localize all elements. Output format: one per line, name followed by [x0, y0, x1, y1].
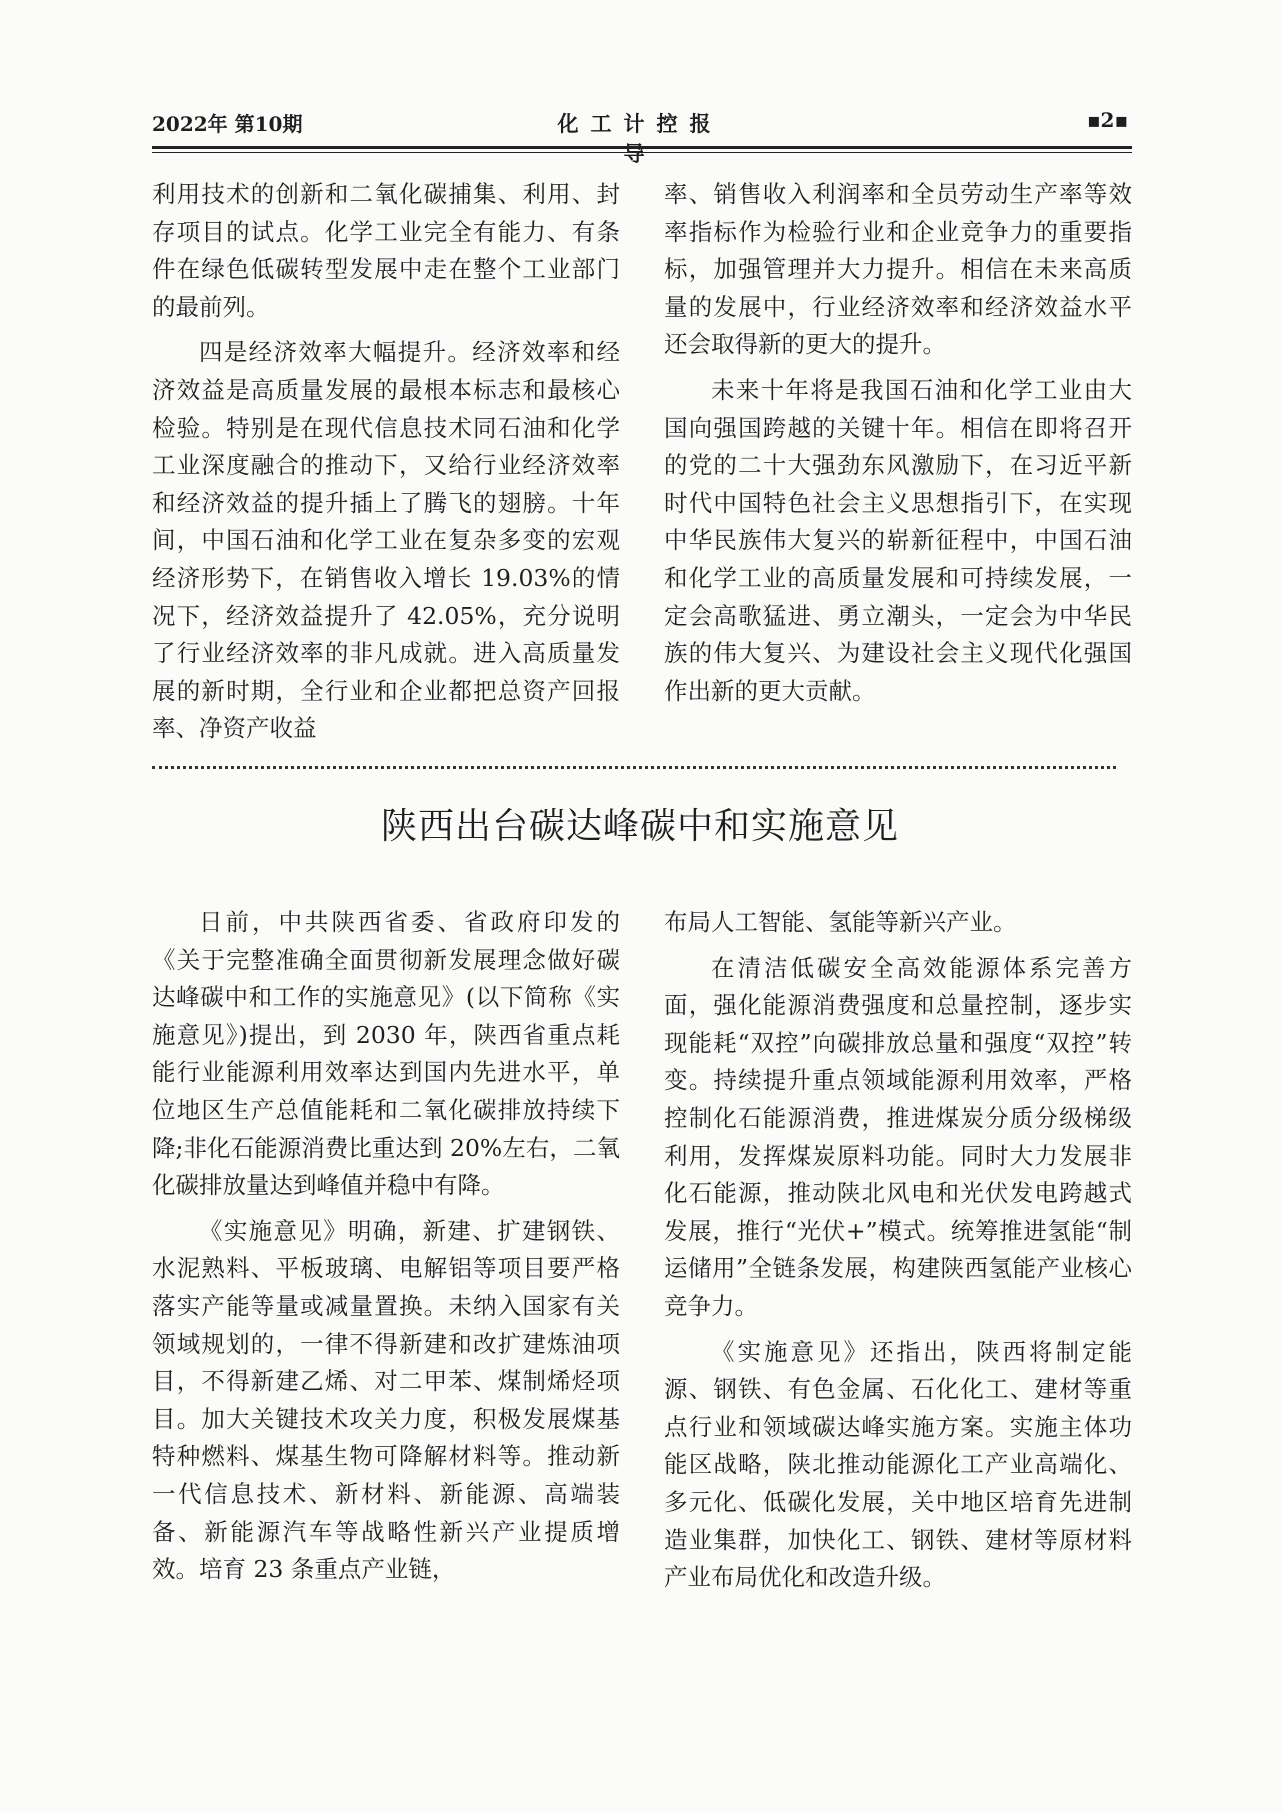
article-right-column — [664, 904, 1132, 1597]
paragraph: 四是经济效率大幅提升。经济效率和经济效益是高质量发展的最根本标志和最核心检验。特别是在现代信息技术同石油和化学工业深度融合的推动下，又给行业经济效率和经济效益的提升插上了腾飞的翅膀。十年间，中国石油和化学工业在复杂多变的宏观经济形势下，在销售收入增长 19.03%的情况下，经济效益提升了 42.05%，充分说明了行业经济效率的非凡成就。进入高质量发展的新时期，全行业和企业都把总资产回报率、净资产收益 — [152, 338, 620, 743]
paragraph: 《实施意见》还指出，陕西将制定能源、钢铁、有色金属、石化化工、建材等重点行业和领域碳达峰实施方案。实施主体功能区战略，陕北推动能源化工产业高端化、多元化、低碳化发展，关中地区培育先进制造业集群，加快化工、钢铁、建材等原材料产业布局优化和改造升级。 — [664, 1337, 1132, 1592]
paragraph: 在清洁低碳安全高效能源体系完善方面，强化能源消费强度和总量控制，逐步实现能耗“双控”向碳排放总量和强度“双控”转变。持续提升重点领域能源利用效率，严格控制化石能源消费，推进煤炭分质分级梯级利用，发挥煤炭原料功能。同时大力发展非化石能源，推动陕北风电和光伏发电跨越式发展，推行“光伏+”模式。统筹推进氢能“制运储用”全链条发展，构建陕西氢能产业核心竞争力。 — [664, 953, 1132, 1320]
prev-article-left-column — [152, 176, 620, 748]
article-title: 陕西出台碳达峰碳中和实施意见 — [380, 806, 899, 847]
paragraph: 《实施意见》明确，新建、扩建钢铁、水泥熟料、平板玻璃、电解铝等项目要严格落实产能等量或减量置换。未纳入国家有关领域规划的，一律不得新建和改扩建炼油项目，不得新建乙烯、对二甲苯、煤制烯烃项目。加大关键技术攻关力度，积极发展煤基特种燃料、煤基生物可降解材料等。推动新一代信息技术、新材料、新能源、高端装备、新能源汽车等战略性新兴产业提质增效。培育 23 条重点产业链， — [152, 1216, 620, 1584]
issue-label: 2022年 第10期 — [152, 112, 303, 136]
article-left-column — [152, 904, 620, 1589]
prev-article-right-column — [664, 176, 1132, 710]
section-divider — [152, 766, 1116, 769]
header-rule-thin — [152, 152, 1132, 153]
journal-name: 化工计控报导 — [557, 111, 723, 166]
paragraph: 未来十年将是我国石油和化学工业由大国向强国跨越的关键十年。相信在即将召开的党的二十大强劲东风激励下，在习近平新时代中国特色社会主义思想指引下，在实现中华民族伟大复兴的崭新征程中，中国石油和化学工业的高质量发展和可持续发展，一定会高歌猛进、勇立潮头，一定会为中华民族的伟大复兴、为建设社会主义现代化强国作出新的更大贡献。 — [664, 375, 1132, 705]
header-rule — [152, 146, 1132, 149]
page-number: ▪2▪ — [1086, 108, 1128, 132]
paragraph: 日前，中共陕西省委、省政府印发的《关于完整准确全面贯彻新发展理念做好碳达峰碳中和工作的实施意见》(以下简称《实施意见》)提出，到 2030 年，陕西省重点耗能行业能源利用效率达到国内先进水平，单位地区生产总值能耗和二氧化碳排放持续下降;非化石能源消费比重达到 20%左右，二氧化碳排放量达到峰值并稳中有降。 — [152, 908, 620, 1200]
paragraph: 率、销售收入利润率和全员劳动生产率等效率指标作为检验行业和企业竞争力的重要指标，加强管理并大力提升。相信在未来高质量的发展中，行业经济效率和经济效益水平还会取得新的更大的提升。 — [664, 180, 1132, 359]
page-header — [152, 108, 1128, 166]
paragraph: 布局人工智能、氢能等新兴产业。 — [664, 908, 1017, 936]
paragraph: 利用技术的创新和二氧化碳捕集、利用、封存项目的试点。化学工业完全有能力、有条件在绿色低碳转型发展中走在整个工业部门的最前列。 — [152, 180, 620, 321]
